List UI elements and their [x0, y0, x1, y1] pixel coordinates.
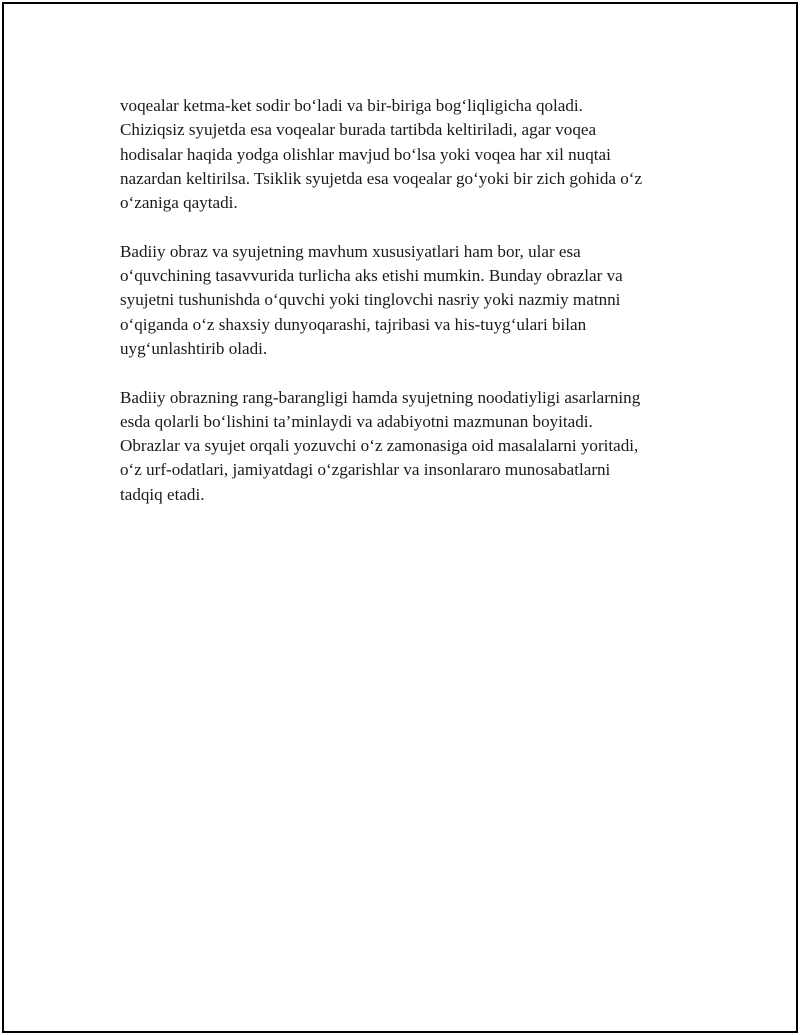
text-line: syujetni tushunishda o‘quvchi yoki tinglovchi nasriy yoki nazmiy matnni: [120, 290, 621, 310]
text-line: uyg‘unlashtirib oladi.: [120, 338, 268, 358]
text-line: voqealar ketma-ket sodir bo‘ladi va bir-biriga bog‘liqligicha qoladi.: [120, 96, 583, 115]
text-line: esda qolarli bo‘lishini ta’minlaydi va adabiyotni mazmunan boyitadi.: [120, 411, 593, 431]
text-line: o‘z urf-odatlari, jamiyatdagi o‘zgarishlar va insonlararo munosabatlarni: [120, 460, 611, 480]
text-line: tadqiq etadi.: [120, 484, 205, 504]
text-line: Badiiy obrazning rang-barangligi hamda syujetning noodatiyligi asarlarning: [120, 387, 641, 407]
paragraph-1: [120, 94, 700, 215]
text-line: Obrazlar va syujet orqali yozuvchi o‘z zamonasiga oid masalalarni yoritadi,: [120, 436, 639, 456]
text-line: nazardan keltirilsa. Tsiklik syujetda esa voqealar go‘yoki bir zich gohida o‘z: [120, 168, 643, 188]
text-line: Badiiy obraz va syujetning mavhum xususiyatlari ham bor, ular esa: [120, 241, 581, 261]
text-line: o‘quvchining tasavvurida turlicha aks etishi mumkin. Bunday obrazlar va: [120, 266, 623, 286]
text-line: o‘zaniga qaytadi.: [120, 193, 238, 213]
paragraph-2: [120, 240, 700, 361]
document-body: [120, 94, 700, 531]
text-line: hodisalar haqida yodga olishlar mavjud bo‘lsa yoki voqea har xil nuqtai: [120, 144, 611, 164]
text-line: Chiziqsiz syujetda esa voqealar burada tartibda keltiriladi, agar voqea: [120, 120, 597, 140]
document-page: [2, 2, 798, 1033]
text-line: o‘qiganda o‘z shaxsiy dunyoqarashi, tajribasi va his-tuyg‘ulari bilan: [120, 314, 587, 334]
paragraph-3: [120, 386, 700, 507]
